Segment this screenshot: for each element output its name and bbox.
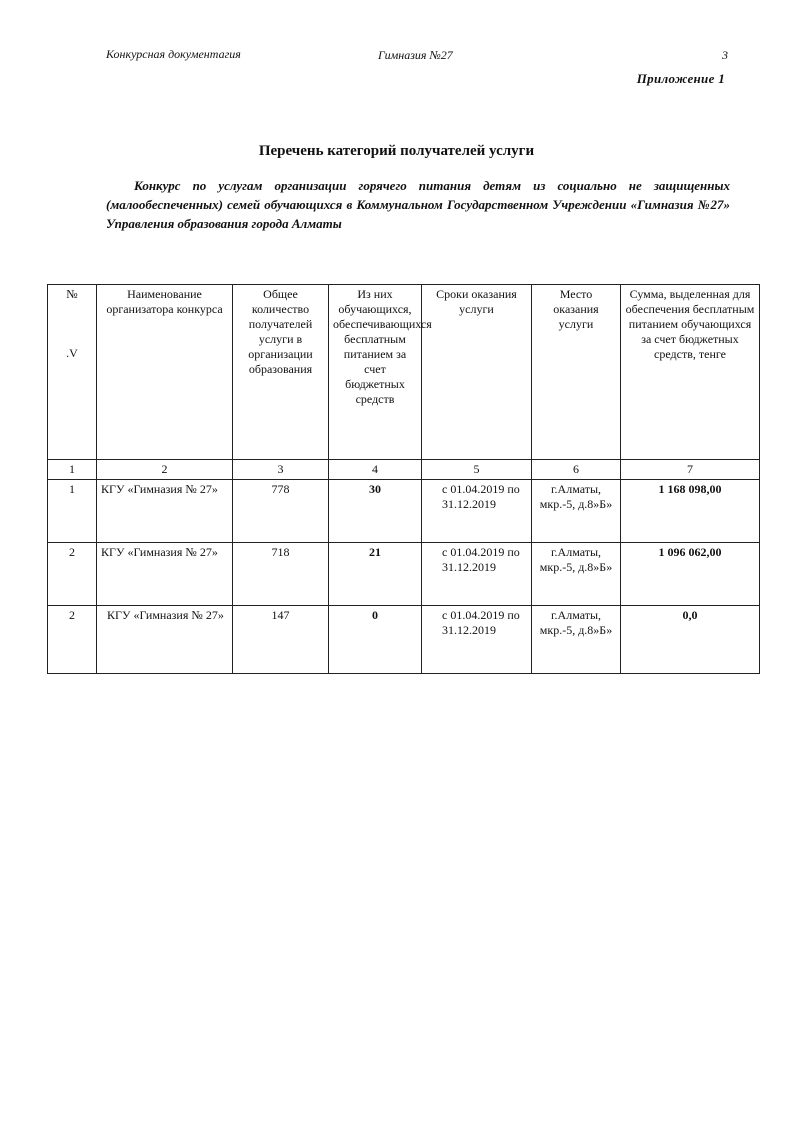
header-cell-organizer: Наименование организатора конкурса bbox=[97, 285, 233, 460]
header-school-name: Гимназия №27 bbox=[378, 48, 453, 62]
page-title: Перечень категорий получателей услуги bbox=[258, 143, 535, 159]
header-cell-place: Место оказания услуги bbox=[532, 285, 621, 460]
column-number: 2 bbox=[97, 460, 233, 480]
appendix-label: Приложение 1 bbox=[636, 71, 725, 86]
page-subtitle: Конкурс по услугам организации горячего питания детям из социально не защищенных (малообеспеченных) семей обучающихся в Коммунальном Государственном Учреждении «Гимназия №27» Управления образования города Алматы bbox=[106, 178, 730, 231]
table-row bbox=[48, 480, 760, 543]
header-doc-name: Конкурсная документагия bbox=[106, 47, 241, 61]
cell-place: г.Алматы, мкр.-5, д.8»Б» bbox=[532, 480, 621, 543]
page-number: 3 bbox=[722, 48, 728, 62]
header-cell-no bbox=[48, 285, 97, 460]
column-number: 3 bbox=[233, 460, 329, 480]
cell-total: 147 bbox=[233, 606, 329, 674]
cell-place: г.Алматы, мкр.-5, д.8»Б» bbox=[532, 543, 621, 606]
cell-total: 718 bbox=[233, 543, 329, 606]
header-cell-free: Из них обучающихся, обеспечивающихся бесплатным питанием за счет бюджетных средств bbox=[329, 285, 422, 460]
cell-organizer: КГУ «Гимназия № 27» bbox=[97, 543, 233, 606]
header-no-sub: .V bbox=[66, 346, 78, 360]
cell-no: 2 bbox=[48, 543, 97, 606]
table-row bbox=[48, 543, 760, 606]
header-no-label: № bbox=[66, 287, 78, 301]
header-cell-sum: Сумма, выделенная для обеспечения бесплатным питанием обучающихся за счет бюджетных средств, тенге bbox=[621, 285, 760, 460]
recipients-table bbox=[47, 284, 760, 674]
cell-free: 0 bbox=[329, 606, 422, 674]
cell-period: с 01.04.2019 по 31.12.2019 bbox=[422, 480, 532, 543]
cell-period: с 01.04.2019 по 31.12.2019 bbox=[422, 606, 532, 674]
cell-no: 1 bbox=[48, 480, 97, 543]
cell-place: г.Алматы, мкр.-5, д.8»Б» bbox=[532, 606, 621, 674]
header-cell-total: Общее количество получателей услуги в организации образования bbox=[233, 285, 329, 460]
cell-sum: 1 168 098,00 bbox=[621, 480, 760, 543]
cell-free: 21 bbox=[329, 543, 422, 606]
table-row bbox=[48, 606, 760, 674]
cell-sum: 0,0 bbox=[621, 606, 760, 674]
column-number: 4 bbox=[329, 460, 422, 480]
column-number-row bbox=[48, 460, 760, 480]
column-number: 1 bbox=[48, 460, 97, 480]
column-number: 7 bbox=[621, 460, 760, 480]
column-number: 5 bbox=[422, 460, 532, 480]
cell-period: с 01.04.2019 по 31.12.2019 bbox=[422, 543, 532, 606]
column-number: 6 bbox=[532, 460, 621, 480]
cell-sum: 1 096 062,00 bbox=[621, 543, 760, 606]
cell-organizer: КГУ «Гимназия № 27» bbox=[97, 606, 233, 674]
cell-no: 2 bbox=[48, 606, 97, 674]
cell-free: 30 bbox=[329, 480, 422, 543]
cell-organizer: КГУ «Гимназия № 27» bbox=[97, 480, 233, 543]
table-header-row bbox=[48, 285, 760, 460]
cell-total: 778 bbox=[233, 480, 329, 543]
header-cell-period: Сроки оказания услуги bbox=[422, 285, 532, 460]
